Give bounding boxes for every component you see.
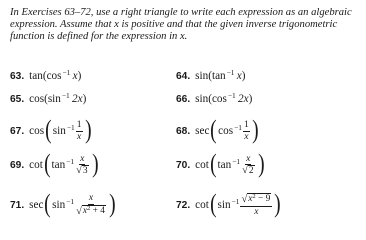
denominator: x	[244, 130, 249, 142]
inverse-exponent: −1	[66, 156, 75, 166]
square-root	[241, 193, 271, 205]
radicand-variable: x	[248, 194, 253, 204]
denominator	[241, 165, 255, 177]
inverse-exponent: −1	[232, 156, 241, 166]
inner-function: sin	[52, 199, 66, 211]
outer-function: cos	[29, 93, 45, 105]
denominator	[75, 165, 89, 177]
outer-function: sin	[195, 93, 209, 105]
exercise-68	[176, 112, 259, 150]
exercise-number: 72.	[176, 199, 191, 211]
inverse-exponent: −1	[66, 196, 75, 206]
inner-function: sin	[52, 125, 66, 137]
exercise-72	[176, 186, 282, 224]
left-paren: (	[44, 189, 52, 218]
right-paren: )	[274, 189, 281, 218]
exercise-number: 65.	[10, 93, 25, 105]
right-paren: )	[84, 115, 92, 144]
left-paren: (	[209, 149, 217, 178]
exercise-67	[10, 112, 92, 150]
inner-function: tan	[51, 159, 66, 171]
inverse-exponent: −1	[62, 67, 71, 77]
exercise-number: 63.	[10, 70, 25, 82]
left-paren: (	[43, 149, 51, 178]
inverse-exponent: −1	[231, 196, 240, 206]
fraction	[75, 193, 107, 217]
radicand-constant: − 9	[255, 194, 271, 204]
numerator: x	[246, 152, 251, 164]
exercise-number: 68.	[176, 125, 191, 137]
instructions-text: In Exercises 63–72, use a right triangle to write each expression as an algebraic expression. Assume that x is positive and that the given inverse trigonometric function is defined for the expression in x.	[10, 7, 352, 43]
denominator	[75, 205, 107, 218]
outer-function: sec	[195, 125, 210, 137]
inverse-exponent: −1	[234, 122, 242, 132]
inner-function: tan	[211, 70, 226, 82]
outer-function: cos	[29, 125, 45, 137]
inner-function: cos	[211, 93, 227, 105]
outer-function: tan	[29, 70, 43, 82]
square-root	[76, 205, 106, 217]
numerator: x	[80, 152, 85, 164]
left-paren: (	[45, 115, 52, 144]
outer-function: sin	[195, 70, 209, 82]
inverse-exponent: −1	[61, 90, 70, 100]
radicand-exponent: 2	[87, 204, 91, 212]
exercise-number: 66.	[176, 93, 191, 105]
left-paren: (	[209, 189, 217, 218]
numerator: 1	[243, 119, 249, 130]
exercise-65: 65. cos ( sin −1 2x )	[10, 90, 87, 105]
outer-function: sec	[29, 199, 44, 211]
left-paren: (	[210, 115, 218, 144]
radicand: 2	[248, 166, 254, 176]
inner-function: tan	[217, 159, 232, 171]
square-root	[242, 165, 254, 176]
radicand: 3	[82, 166, 88, 176]
exercise-number: 64.	[176, 70, 191, 82]
argument: x	[236, 70, 242, 82]
exercise-64: 64. sin ( tan −1 x )	[176, 67, 246, 82]
denominator: x	[254, 205, 259, 217]
exercise-number: 70.	[176, 159, 191, 171]
radical-sign: √	[76, 205, 82, 217]
numerator	[240, 193, 272, 207]
exercise-66: 66. sin ( cos −1 2x )	[176, 90, 253, 105]
argument: 2x	[72, 93, 83, 105]
square-root	[76, 165, 88, 176]
radicand-constant: + 4	[90, 205, 105, 216]
right-paren: )	[91, 149, 99, 178]
fraction	[243, 120, 250, 142]
exercise-70	[176, 146, 265, 184]
exercise-number: 69.	[10, 159, 25, 171]
numerator: 1	[76, 119, 82, 130]
exercise-number: 71.	[10, 199, 25, 211]
fraction	[76, 120, 83, 142]
fraction	[241, 154, 255, 177]
argument: x	[72, 70, 78, 82]
outer-function: cot	[29, 159, 43, 171]
right-paren: )	[109, 189, 116, 218]
argument: 2x	[238, 93, 249, 105]
radicand-exponent: 2	[252, 193, 256, 200]
inverse-exponent: −1	[226, 67, 235, 77]
radicand-variable: x	[82, 205, 88, 216]
outer-function: cot	[195, 199, 209, 211]
right-paren: )	[257, 149, 265, 178]
inner-function: cos	[46, 70, 62, 82]
exercise-number: 67.	[10, 125, 25, 137]
exercise-63: 63. tan ( cos −1 x )	[10, 67, 82, 82]
exercise-69	[10, 146, 99, 184]
inner-function: sin	[47, 93, 61, 105]
numerator: x	[88, 192, 94, 203]
outer-function: cot	[195, 159, 209, 171]
inner-function: cos	[218, 125, 234, 137]
denominator: x	[76, 130, 82, 142]
fraction	[75, 154, 89, 177]
radicand	[247, 193, 271, 205]
right-paren: )	[251, 115, 259, 144]
radical-sign: √	[76, 165, 82, 176]
exercise-71	[10, 186, 117, 224]
inverse-exponent: −1	[227, 90, 236, 100]
radicand	[82, 205, 106, 217]
fraction	[240, 193, 272, 217]
inner-function: sin	[217, 199, 231, 211]
radical-sign: √	[242, 165, 248, 176]
radical-sign: √	[241, 194, 248, 205]
inverse-exponent: −1	[66, 122, 75, 132]
